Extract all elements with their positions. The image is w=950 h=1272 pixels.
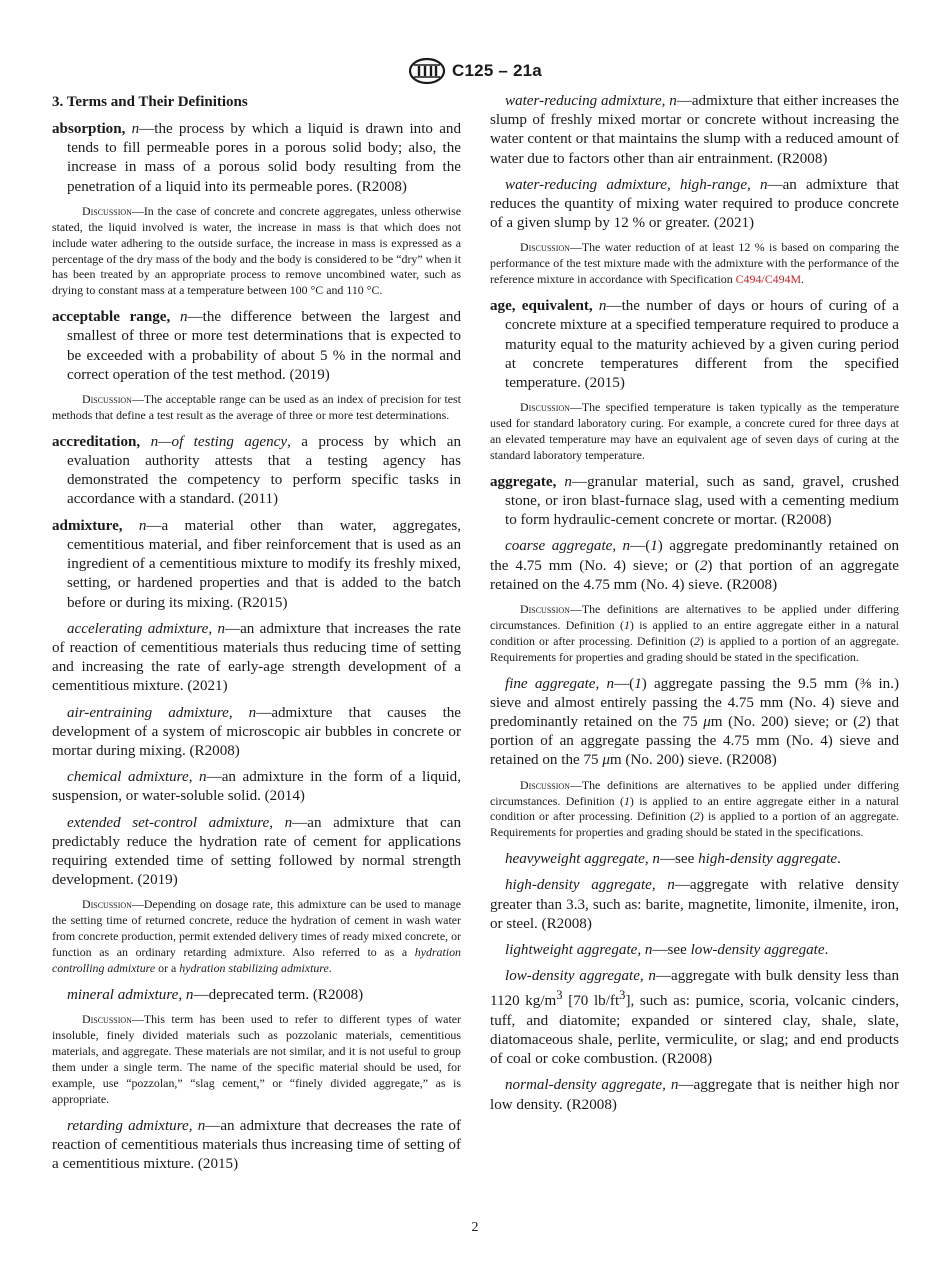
definition-air-entraining-admixture: air-entraining admixture, n—admixture that causes the development of a system of microscopic air bubbles in concrete or mortar during mixing. (R2008) <box>52 704 462 759</box>
discussion-age-equivalent: Discussion—The specified temperature is taken typically as the temperature used for standard laboratory curing. For example, a concrete cured for three days at an elevated temperature may have an equivalent age of seven days of curing at the standard laboratory temperature. <box>490 400 899 462</box>
page-number: 2 <box>471 1220 479 1235</box>
astm-logo-icon <box>408 57 446 85</box>
discussion-extended-set-control: Discussion—Depending on dosage rate, this admixture can be used to manage the setting time of returned concrete, reduce the hydration of cement in wash water from concrete production, permit extended delivery times of ready mixed concrete, or function as an ordinary retarding admixture. Also referred to as a hydration controlling admixture or a hydration stabilizing admixture. <box>52 897 461 975</box>
definition-acceptable-range: acceptable range, n—the difference between the largest and smallest of three or more test determinations that is expected to be exceeded with a probability of about 5 % in the normal and correct operation of the test method. (2019) <box>52 309 461 383</box>
definition-low-density-aggregate: low-density aggregate, n—aggregate with bulk density less than 1120 $kg/m^3$ [70 $lb/ft^3$], such as: pumice, scoria, volcanic cinders, tuff, and diatomite; expanded or sintered clay, shale, slate, diatomaceous shale, perlite, vermiculite, or slag; and end products of coal or coke combustion. (R2008) <box>490 968 899 1068</box>
definition-aggregate: aggregate, n—granular material, such as sand, gravel, crushed stone, or iron blast-furnace slag, used with a cementing medium to form hydraulic-cement concrete or mortar. (R2008) <box>490 473 899 529</box>
definition-water-reducing-high-range: water-reducing admixture, high-range, n—an admixture that reduces the quantity of mixing water required to produce concrete of a given slump by 12 % or greater. (2021) <box>490 176 899 232</box>
discussion-fine-aggregate: Discussion—The definitions are alternatives to be applied under differing circumstances. Definition (1) is applied to an entire aggregate either in a natural condition or after processing. Definition (2) is applied to a portion of an aggregate. Requirements for properties and grading should be stated in the specifications. <box>490 777 899 840</box>
specification-link[interactable]: C494/C494M <box>735 272 802 287</box>
discussion-absorption: Discussion—In the case of concrete and concrete aggregates, unless otherwise stated, the liquid involved is water, the increase in mass is that which does not include water adhering to the outside surface, the increase in mass is expressed as a percentage of the dry mass of the body and the body is considered to be “dry” when it has been treated by an appropriate process to remove uncombined water, such as drying to constant mass at a temperature between 100 °C and 110 °C. <box>52 203 461 298</box>
definition-fine-aggregate: fine aggregate, n—(1) aggregate passing the 9.5 mm (⅜ in.) sieve and almost entirely passing the 4.75 mm (No. 4) sieve and predominantly retained on the 75 μm (No. 200) sieve; or (2) that portion of an aggregate passing the 4.75 mm (No. 4) sieve and retained on the 75 μm (No. 200) sieve. (R2008) <box>490 675 899 769</box>
definition-mineral-admixture: mineral admixture, n—deprecated term. (R2008) <box>67 986 364 1003</box>
definition-accelerating-admixture: accelerating admixture, n—an admixture that increases the rate of reaction of cementitious materials thus reducing time of setting and increasing the rate of early-age strength development of a cementitious mixture. (2021) <box>52 620 462 695</box>
definition-chemical-admixture: chemical admixture, n—an admixture in the form of a liquid, suspension, or water-soluble solid. (2014) <box>52 769 461 805</box>
right-column <box>490 92 899 1122</box>
definition-accreditation: accreditation, n—of testing agency, a process by which an evaluation authority attests that a testing agency has demonstrated the competency to perform specific tasks in accordance with a standard. (2011) <box>52 433 461 508</box>
left-column <box>52 92 461 1181</box>
definition-age-equivalent: age, equivalent, n—the number of days or hours of curing of a concrete mixture at a specified temperature required to produce a maturity equal to the maturity achieved by a given curing period at concrete temperatures different from the specified temperature. (2015) <box>490 298 899 391</box>
definition-absorption: absorption, n—the process by which a liquid is drawn into and tends to fill permeable pores in a porous solid body; also, the increase in mass of a porous solid body resulting from the penetration of a liquid into its permeable pores. (R2008) <box>52 121 461 195</box>
definition-extended-set-control-admixture: extended set-control admixture, n—an admixture that can predictably reduce the hydration rate of cement for applications requiring extended time of setting followed by normal strength development. (2019) <box>52 814 461 889</box>
document-designation: C125 – 21a <box>452 61 542 80</box>
section-heading: 3. Terms and Their Definitions <box>52 94 248 110</box>
discussion-water-reducing-high-range: Discussion—The water reduction of at least 12 % is based on comparing the performance of the test mixture made with the admixture with the performance of the reference mixture in accordance with Specification C494/C494M. <box>490 240 899 287</box>
definition-coarse-aggregate: coarse aggregate, n—(1) aggregate predominantly retained on the 4.75 mm (No. 4) sieve; or (2) that portion of an aggregate retained on the 4.75 mm (No. 4) sieve. (R2008) <box>490 538 900 593</box>
definition-high-density-aggregate: high-density aggregate, n—aggregate with relative density greater than 3.3, such as: barite, magnetite, limonite, ilmenite, iron, or steel. (R2008) <box>490 877 899 932</box>
discussion-acceptable-range: Discussion—The acceptable range can be used as an index of precision for test methods that define a test result as the average of three or more test determinations. <box>52 392 461 422</box>
page-header <box>0 56 950 86</box>
definition-retarding-admixture: retarding admixture, n—an admixture that decreases the rate of reaction of cementitious materials thus increasing time of setting of a cementitious mixture. (2015) <box>52 1117 461 1172</box>
definition-water-reducing-admixture: water-reducing admixture, n—admixture that either increases the slump of freshly mixed mortar or concrete without increasing the water content or that maintains the slump with a reduced amount of water due to factors other than air entrainment. (R2008) <box>490 93 899 167</box>
discussion-coarse-aggregate: Discussion—The definitions are alternatives to be applied under differing circumstances. Definition (1) is applied to an entire aggregate either in a natural condition or after processing. Definition (2) is applied to a portion of an aggregate. Requirements for properties and grading should be stated in the specification. <box>490 602 899 664</box>
definition-heavyweight-aggregate: heavyweight aggregate, n—see high-density aggregate. <box>505 851 841 868</box>
definition-admixture: admixture, n—a material other than water, aggregates, cementitious material, and fiber reinforcement that is used as an ingredient of a cementitious mixture to modify its freshly mixed, setting, or hardened properties and that is added to the batch before or during its mixing. (R2015) <box>52 517 461 611</box>
definition-lightweight-aggregate: lightweight aggregate, n—see low-density aggregate. <box>505 942 829 959</box>
discussion-mineral-admixture: Discussion—This term has been used to refer to different types of water insoluble, finely divided materials such as pozzolanic materials, cementitious materials, and aggregate. These materials are not similar, and it is not useful to group them under a single term. The name of the specific material should be used, for example, use “pozzolan,” “slag cement,” or “finely divided aggregate,” as is appropriate. <box>52 1012 461 1106</box>
definition-normal-density-aggregate: normal-density aggregate, n—aggregate that is neither high nor low density. (R2008) <box>490 1077 899 1113</box>
